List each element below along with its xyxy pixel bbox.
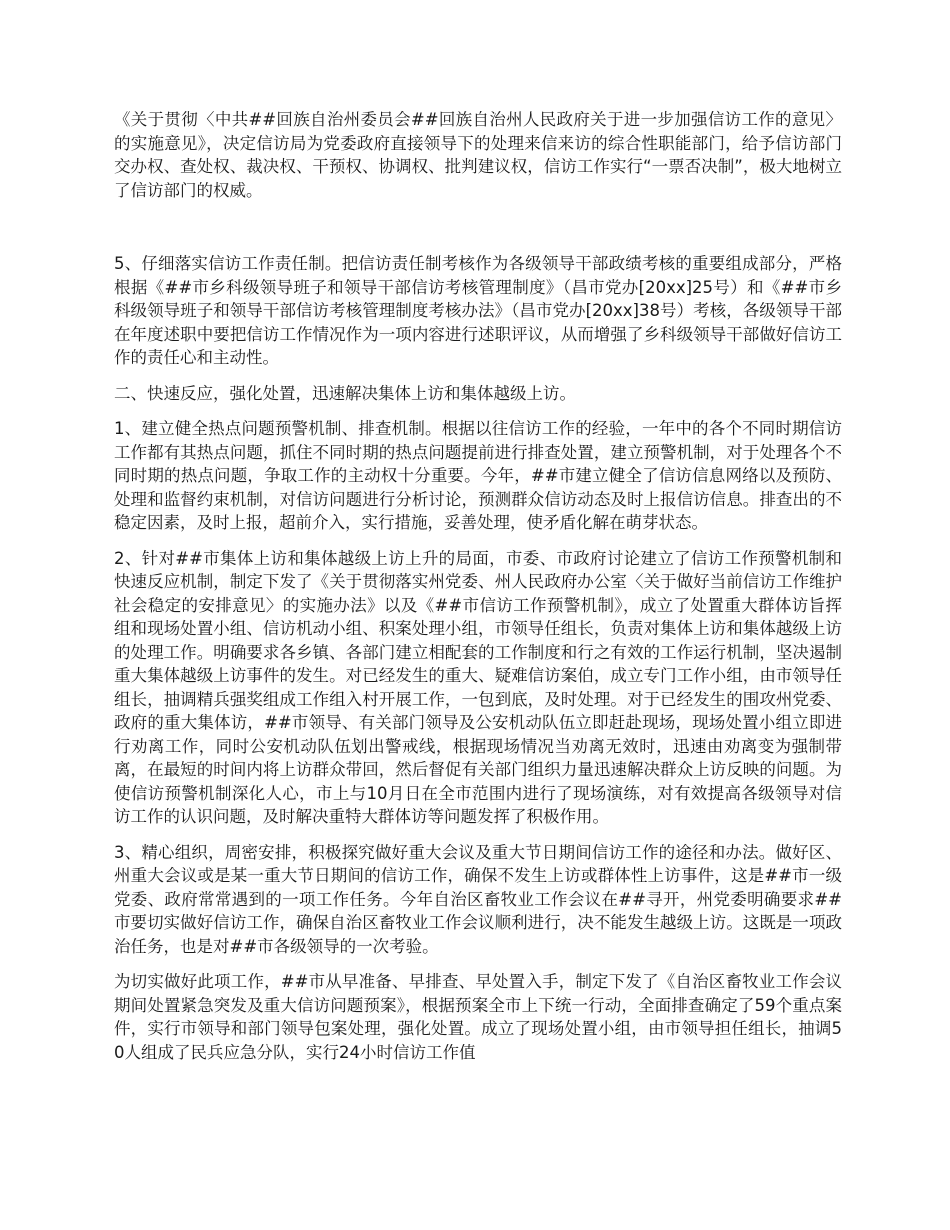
paragraph-preparation: 为切实做好此项工作，##市从早准备、早排查、早处置入手，制定下发了《自治区畜牧业工作会议期间处置紧急突发及重大信访问题预案》，根据预案全市上下统一行动，全面排查确定了59个重点案件，实行市领导和部门领导包案处理，强化处置。成立了现场处置小组，由市领导担任组长，抽调50人组成了民兵应急分队，实行24小时信访工作值 (114, 972, 842, 1062)
paragraph-intro: 《关于贯彻〈中共##回族自治州委员会##回族自治州人民政府关于进一步加强信访工作的意见〉的实施意见》，决定信访局为党委政府直接领导下的处理来信来访的综合性职能部门，给予信访部门交办权、查处权、裁决权、干预权、协调权、批判建议权，信访工作实行“一票否决制”，极大地树立了信访部门的权威。 (114, 110, 842, 200)
paragraph-early-warning: 1、建立健全热点问题预警机制、排查机制。根据以往信访工作的经验，一年中的各个不同时期信访工作都有其热点问题，抓住不同时期的热点问题提前进行排查处置，建立预警机制，对于处理各个不同时期的热点问题，争取工作的主动权十分重要。今年，##市建立健全了信访信息网络以及预防、处理和监督约束机制，对信访问题进行分析讨论，预测群众信访动态及时上报信访信息。排查出的不稳定因素，及时上报，超前介入，实行措施，妥善处理，使矛盾化解在萌芽状态。 (114, 419, 842, 532)
section-heading-quick-response: 二、快速反应，强化处置，迅速解决集体上访和集体越级上访。 (114, 383, 576, 403)
paragraph-responsibility-system: 5、仔细落实信访工作责任制。把信访责任制考核作为各级领导干部政绩考核的重要组成部分，严格根据《##市乡科级领导班子和领导干部信访考核管理制度》（昌市党办[20xx]25号）和《##市乡科级领导班子和领导干部信访考核管理制度考核办法》（昌市党办[20xx]38号）考核，各级领导干部在年度述职中要把信访工作情况作为一项内容进行述职评议，从而增强了乡科级领导干部做好信访工作的责任心和主动性。 (114, 254, 842, 367)
paragraph-collective-petition: 2、针对##市集体上访和集体越级上访上升的局面，市委、市政府讨论建立了信访工作预警机制和快速反应机制，制定下发了《关于贯彻落实州党委、州人民政府办公室〈关于做好当前信访工作维护社会稳定的安排意见〉的实施办法》以及《##市信访工作预警机制》，成立了处置重大群体访旨挥组和现场处置小组、信访机动小组、积案处理小组，市领导任组长，负责对集体上访和集体越级上访的处理工作。明确要求各乡镇、各部门建立相配套的工作制度和行之有效的工作运行机制，坚决遏制重大集体越级上访事件的发生。对已经发生的重大、疑难信访案伯，成立专门工作小组，由市领导任组长，抽调精兵强奖组成工作组入村开展工作，一包到底，及时处理。对于已经发生的围攻州党委、政府的重大集体访，##市领导、有关部门领导及公安机动队伍立即赶赴现场，现场处置小组立即进行劝离工作，同时公安机动队伍划出警戒线，根据现场情况当劝离无效时，迅速由劝离变为强制带离，在最短的时间内将上访群众带回，然后督促有关部门组织力量迅速解决群众上访反映的问题。为使信访预警机制深化人心，市上与10月日在全市范围内进行了现场演练，对有效提高各级领导对信访工作的认识问题，及时解决重特大群体访等问题发挥了积极作用。 (114, 548, 842, 826)
document-body (114, 108, 842, 1064)
paragraph-major-meetings: 3、精心组织，周密安排，积极探究做好重大会议及重大节日期间信访工作的途径和办法。做好区、州重大会议或是某一重大节日期间的信访工作，确保不发生上访或群体性上访事件，这是##市一级党委、政府常常遇到的一项工作任务。今年自治区畜牧业工作会议在##寻开，州党委明确要求##市要切实做好信访工作，确保自治区畜牧业工作会议顺利进行，决不能发生越级上访。这既是一项政治任务，也是对##市各级领导的一次考验。 (114, 842, 842, 956)
